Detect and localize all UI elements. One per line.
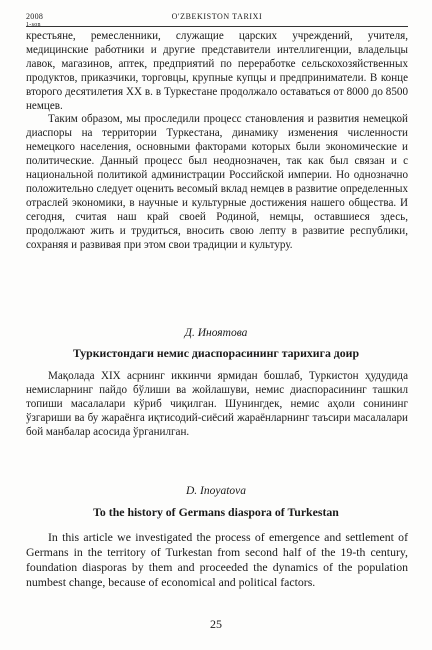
en-author: D. Inoyatova [185,485,247,497]
uz-abstract-text: Мақолада XIX асрнинг иккинчи ярмидан бошлаб, Туркистон ҳудудида немисларнинг пайдо бўлиши ва жойлашуви, немис диаспорасининг ташкил топиши масалалари кўриб чиқилган. Шунингдек, немис аҳоли сонининг ўзгариши ва бу жараёнга иқтисодий-сиёсий жараёнларнинг таъсири масалалари бой манбалар асосида ўрганилган. [26,370,408,438]
en-abstract [26,530,408,590]
header-journal-title: O'ZBEKISTON TARIXI [171,12,263,21]
uz-author: Д. Иноятова [184,327,248,339]
uz-abstract [26,370,408,440]
body-paragraph-1: крестьяне, ремесленники, служащие царских учреждений, учителя, медицинские работники и другие представители интеллигенции, владельцы лавок, магазинов, аптек, предприятий по переработке сельскохозяйственных продуктов, приказчики, торговцы, крупные купцы и предприниматели. В конце второго десятилетия XX в. в Туркестане продолжало оставаться от 8000 до 8500 немцев. [26,30,408,112]
page-number: 25 [210,617,222,631]
russian-body [26,30,408,253]
running-head [26,10,408,32]
uz-title: Туркистондаги немис диаспорасининг тарихига доир [72,346,360,360]
header-rule [26,26,408,27]
en-abstract-text: In this article we investigated the process of emergence and settlement of Germans in the territory of Turkestan from second half of the 19-th century, foundation diasporas by them and proceeded the dynamics of the population numbest change, because of economical and political factors. [26,530,408,589]
header-year: 2008 [26,12,44,21]
header-issue: 1-son [26,22,41,28]
en-title: To the history of Germans diaspora of Turkestan [93,505,339,519]
body-paragraph-2: Таким образом, мы проследили процесс становления и развития немецкой диаспоры на территории Туркестана, динамику изменения численности немецкого населения, основными факторами которых были экономические и политические. Данный процесс был неоднозначен, так как был связан и с национальной политикой администрации Российской империи. Но однозначно положительно следует оценить весомый вклад немцев в развитие определенных отраслей экономики, в научные и культурные достижения нашего общества. И сегодня, считая наш край своей Родиной, немцы, оставшиеся здесь, продолжают жить и трудиться, вносить свою лепту в развитие республики, сохраняя и развивая при этом свои традиции и культуру. [26,113,408,251]
